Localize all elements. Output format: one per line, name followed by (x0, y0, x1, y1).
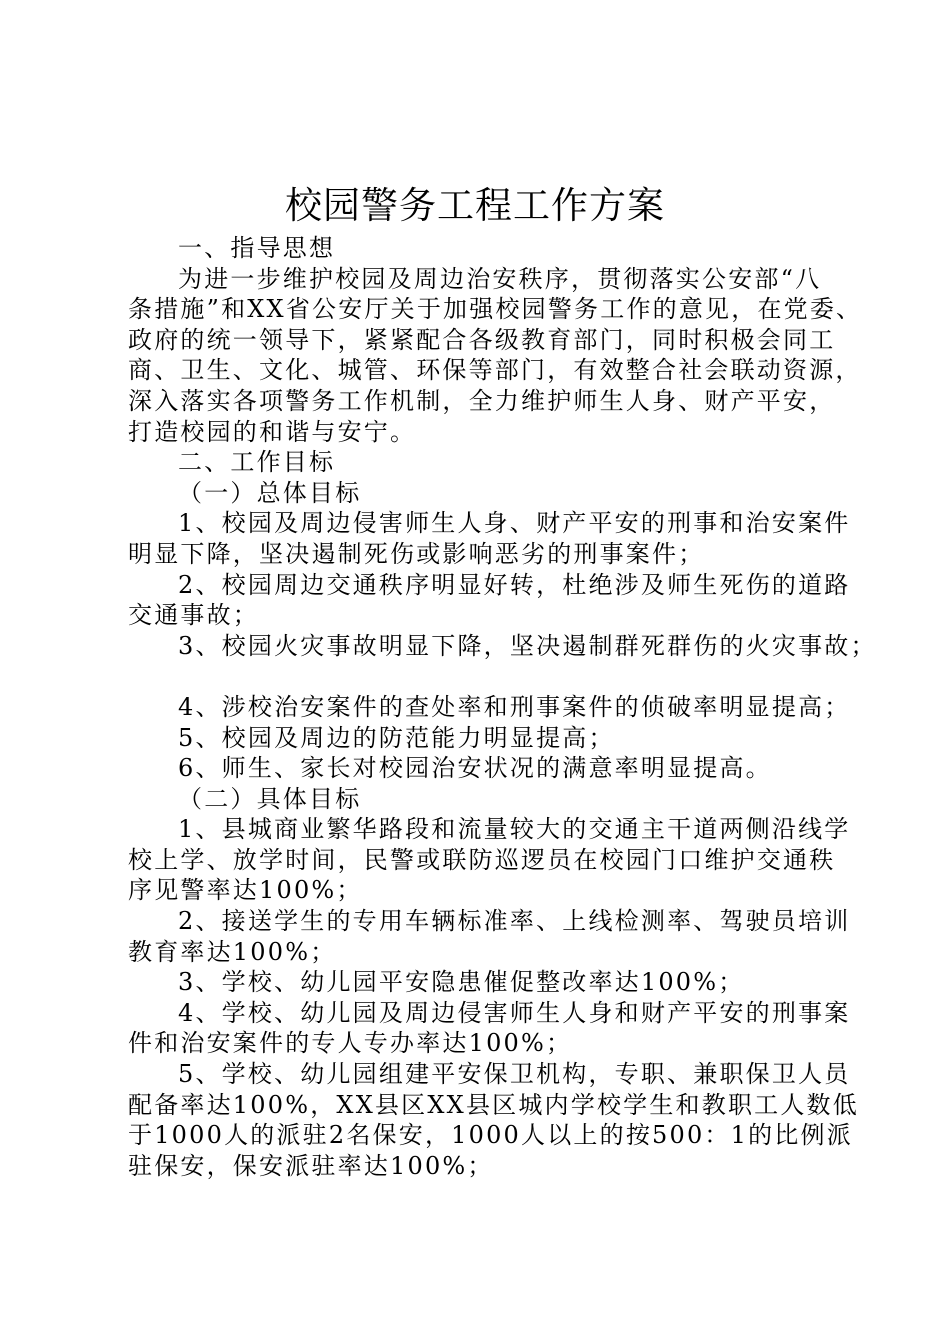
document-body (128, 233, 877, 1181)
document-line: 3、学校、幼儿园平安隐患催促整改率达100%； (178, 968, 745, 997)
document-line: 6、师生、家长对校园治安状况的满意率明显提高。 (178, 754, 772, 783)
document-line: 4、涉校治安案件的查处率和刑事案件的侦破率明显提高； (178, 692, 851, 721)
document-line: 配备率达100%，XX县区XX县区城内学校学生和教职工人数低 (128, 1090, 859, 1119)
document-line: 1、校园及周边侵害师生人身、财产平安的刑事和治安案件 (178, 509, 851, 538)
document-line: 于1000人的派驻2名保安，1000人以上的按500：1的比例派 (128, 1121, 853, 1150)
document-line: 二、工作目标 (178, 448, 336, 477)
document-line: 2、接送学生的专用车辆标准率、上线检测率、驾驶员培训 (178, 907, 851, 936)
document-line (128, 661, 848, 692)
document-line: 打造校园的和谐与安宁。 (128, 417, 417, 446)
document-line: （二）具体目标 (178, 784, 362, 813)
document-line: 序见警率达100%； (128, 876, 363, 905)
document-line: 交通事故； (128, 601, 259, 630)
document-line: 5、学校、幼儿园组建平安保卫机构，专职、兼职保卫人员 (178, 1060, 851, 1089)
document-line: 明显下降，坚决遏制死伤或影响恶劣的刑事案件； (128, 539, 705, 568)
document-line: 条措施”和XX省公安厅关于加强校园警务工作的意见，在党委、 (128, 295, 863, 324)
document-line: 驻保安，保安派驻率达100%； (128, 1151, 494, 1180)
document-line: 商、卫生、文化、城管、环保等部门，有效整合社会联动资源， (128, 356, 862, 385)
document-line: 1、县城商业繁华路段和流量较大的交通主干道两侧沿线学 (178, 815, 851, 844)
document-line: 深入落实各项警务工作机制，全力维护师生人身、财产平安， (128, 386, 836, 415)
document-line: 校上学、放学时间，民警或联防巡逻员在校园门口维护交通秩 (128, 845, 836, 874)
document-line: 5、校园及周边的防范能力明显提高； (178, 723, 615, 752)
document-line: 为进一步维护校园及周边治安秩序，贯彻落实公安部“八 (178, 264, 822, 293)
document-line: 件和治安案件的专人专办率达100%； (128, 1029, 573, 1058)
document-line: 政府的统一领导下，紧紧配合各级教育部门，同时积极会同工 (128, 325, 836, 354)
document-line: （一）总体目标 (178, 478, 362, 507)
document-line: 4、学校、幼儿园及周边侵害师生人身和财产平安的刑事案 (178, 998, 851, 1027)
document-line: 3、校园火灾事故明显下降，坚决遏制群死群伤的火灾事故； (178, 631, 877, 660)
document-title: 校园警务工程工作方案 (285, 184, 665, 227)
document-line: 2、校园周边交通秩序明显好转，杜绝涉及师生死伤的道路 (178, 570, 851, 599)
document-line: 一、指导思想 (178, 234, 336, 262)
document-line: 教育率达100%； (128, 937, 337, 966)
